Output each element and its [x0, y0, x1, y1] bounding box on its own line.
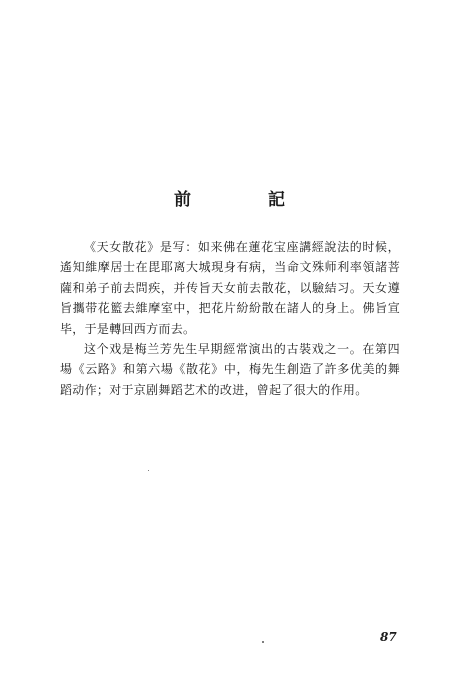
print-speck: [148, 470, 149, 471]
paragraph-performance-note: 这个戏是梅兰芳先生早期經常演出的古裝戏之一。在第四場《云路》和第六場《散花》中，梅先生創造了許多优美的舞蹈动作；对于京剧舞蹈艺术的改进，曾起了很大的作用。: [60, 342, 400, 397]
paragraph-story-summary: 《天女散花》是写：如来佛在蓮花宝座講經說法的时候，遙知維摩居士在毘耶离大城現身有病，当命文殊师利率領諸菩薩和弟子前去問疾，并传旨天女前去散花，以驗結习。天女遵旨攜带花籃去維摩室中，把花片紛紛散在諸人的身上。佛旨宣毕，于是轉回西方而去。: [60, 240, 400, 336]
preface-body: [60, 237, 400, 400]
page-title: 前 記: [174, 190, 315, 210]
print-speck: [262, 641, 264, 643]
page-number: 87: [380, 630, 397, 644]
